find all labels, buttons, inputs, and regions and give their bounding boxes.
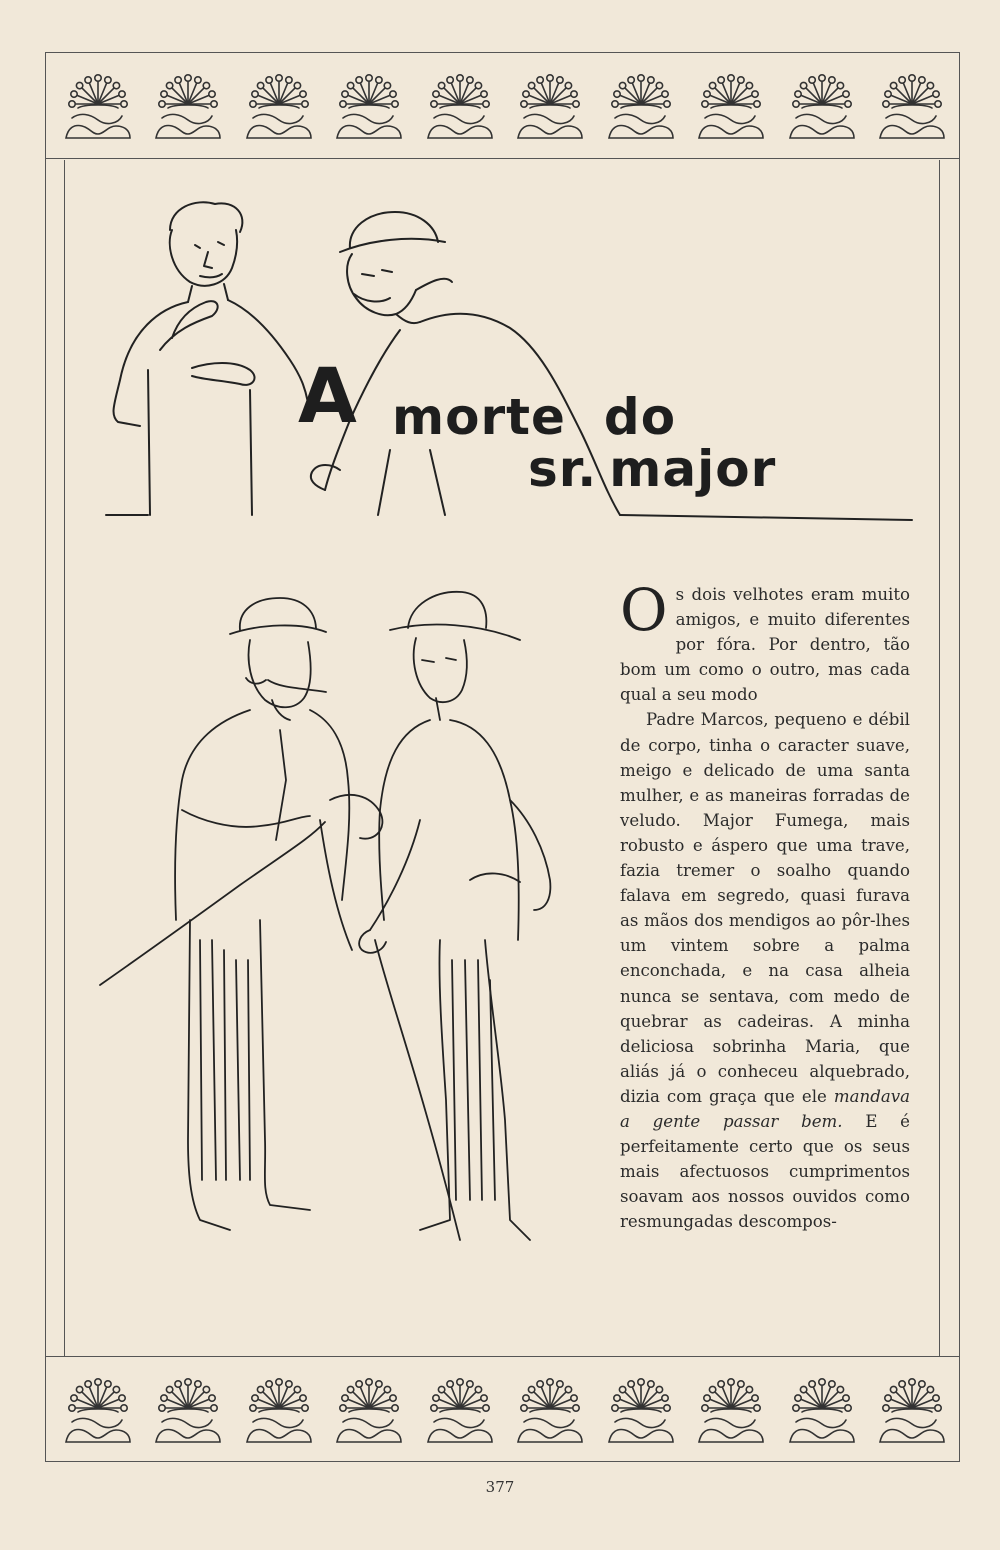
flower-ornament-icon (874, 1372, 950, 1448)
two-men-illustration (90, 580, 600, 1300)
flower-ornament-icon (331, 1372, 407, 1448)
title-word-do: do (603, 388, 677, 446)
bottom-band-divider (45, 1356, 960, 1357)
top-band-divider (45, 158, 960, 159)
bowler-hat-man (100, 598, 382, 1230)
flower-ornament-icon (60, 68, 136, 144)
article-paragraph-1 (620, 576, 910, 707)
flower-ornament-icon (512, 68, 588, 144)
fedora-hat-man (359, 592, 550, 1240)
paragraph-2-text-a: Padre Marcos, pequeno e débil de corpo, tinha o caracter suave, meigo e delicado de uma santa mulher, e as maneiras forradas de veludo. Major Fumega, mais robusto e áspero que uma trave, fazia tremer o soalho quando falava em segredo, quasi furava as mãos dos mendigos ao pôr-lhes um vintem sobre a palma enconchada, e na casa alheia nunca se sentava, com medo de quebrar as cadeiras. A minha deliciosa sobrinha Maria, que aliás já o conheceu alquebrado, dizia com graça que ele (620, 710, 910, 1106)
title-line-one (392, 388, 677, 446)
title-letter-a: A (298, 351, 357, 440)
article-column (620, 576, 910, 1234)
title-word-major: major (609, 440, 777, 498)
flower-ornament-icon (150, 68, 226, 144)
flower-ornament-icon (603, 1372, 679, 1448)
flower-ornament-icon (422, 1372, 498, 1448)
flower-ornament-icon (331, 68, 407, 144)
flower-ornament-icon (603, 68, 679, 144)
flower-ornament-icon (693, 68, 769, 144)
flower-ornament-icon (422, 68, 498, 144)
paragraph-2-italic: mandava a gente passar bem. (620, 1086, 910, 1131)
top-ornament-band (60, 68, 950, 144)
paragraph-1-text: s dois velhotes eram muito amigos, e muito diferentes por fóra. Por dentro, tão bom um como o outro, mas cada qual a seu modo (620, 585, 910, 705)
title-line-two (528, 440, 777, 498)
page-number: 377 (485, 1478, 515, 1496)
article-paragraph-2 (620, 707, 910, 1234)
title-word-morte: morte (392, 388, 566, 446)
title-word-sr: sr. (528, 440, 598, 498)
flower-ornament-icon (60, 1372, 136, 1448)
flower-ornament-icon (784, 68, 860, 144)
flower-ornament-icon (693, 1372, 769, 1448)
header-illustration (100, 190, 920, 530)
flower-ornament-icon (512, 1372, 588, 1448)
paragraph-2-text-b: E é perfeitamente certo que os seus mais afectuosos cumprimentos soavam aos nossos ouvidos como resmungadas descompos- (620, 1111, 910, 1232)
flower-ornament-icon (784, 1372, 860, 1448)
flower-ornament-icon (874, 68, 950, 144)
drop-cap: O (620, 576, 668, 644)
flower-ornament-icon (241, 68, 317, 144)
flower-ornament-icon (241, 1372, 317, 1448)
flower-ornament-icon (150, 1372, 226, 1448)
young-man-figure (106, 202, 310, 515)
bottom-ornament-band (60, 1372, 950, 1448)
